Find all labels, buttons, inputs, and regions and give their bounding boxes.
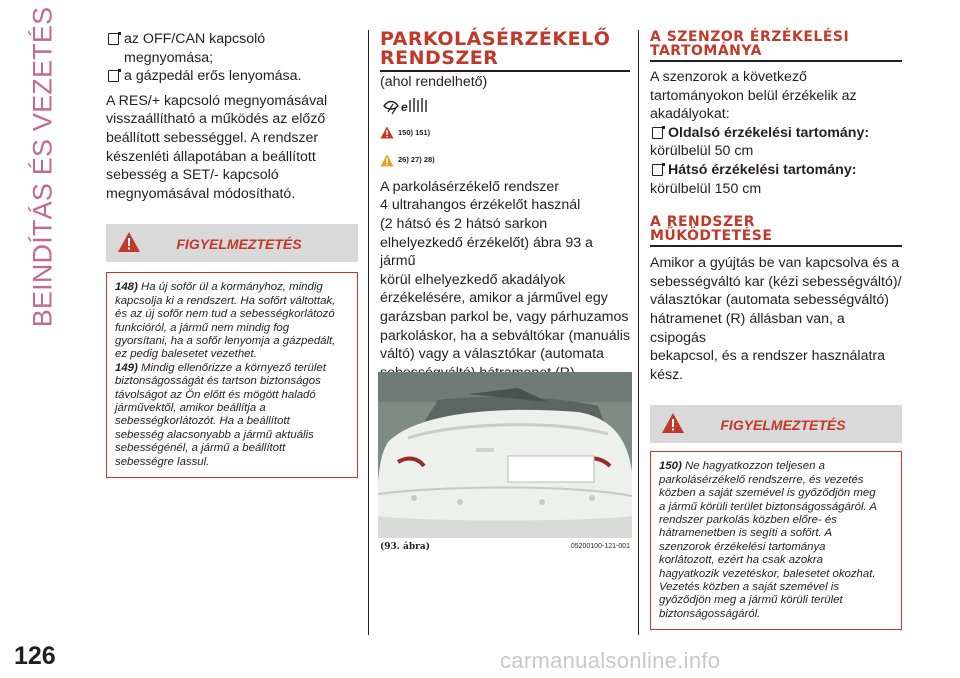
car-rear-photo (378, 372, 632, 538)
caution-refs: 26) 27) 28) (380, 151, 630, 170)
list-item: Hátsó érzékelési tartomány: (650, 161, 902, 180)
parking-sensor-symbol-icon (382, 96, 434, 118)
column-divider-1 (368, 30, 369, 635)
section-heading: A RENDSZER MŰKÖDTETÉSE (650, 214, 773, 245)
figure-caption-row (380, 542, 630, 552)
warning-header: FIGYELMEZTETÉS (650, 405, 902, 443)
figure-caption: (93. ábra) (380, 542, 431, 552)
paragraph: Amikor a gyújtás be van kapcsolva és a sebességváltó kar (kézi sebességváltó)/ választókar (automata sebességváltó) hátramenet (R) állásban van, a csipogás bekapcsol, és a rendszer használatra kész. (650, 255, 902, 383)
warning-text: 150) Ne hagyatkozzon teljesen a parkolásérzékelő rendszerre, és vezetés közben a saját szemével is győződjön meg a jármű körüli terület biztonságosságáról. A rendszer parkolás közben előre- és hátramenetben is segíti a sofőrt. A szenzorok érzékelési tartománya korlátozott, ezért ha csak azokra hagyatkozik vezetéskor, balesetet okozhat. Vezetés közben a saját szemével is győződjön meg a jármű körüli terület biztonságosságáról. (650, 451, 902, 630)
list-item: a gázpedál erős lenyomása. (106, 67, 358, 86)
warning-item: 148) Ha új sofőr ül a kormányhoz, mindig kapcsolja ki a rendszert. Ha sofőrt váltottak, és az új sofőr nem tud a sebességkorlátozó funkcióról, a jármű nem mindig fog gyorsítani, ha a sofőr lenyomja a gázpedált, ez pedig balesetet vezethet. (115, 281, 336, 361)
figure-93 (378, 372, 632, 562)
paragraph: A szenzorok a következő tartományokon belül érzékelik az akadályokat: (650, 69, 857, 123)
section-heading: PARKOLÁSÉRZÉKELŐ RENDSZER (380, 28, 611, 69)
column-3: A SZENZOR ÉRZÉKELÉSI TARTOMÁNYA A szenzorok a következő tartományokon belül érzékelik az akadályokat: Oldalsó érzékelési tartomány: körülbelül 50 cm Hátsó érzékelési tartomány: körülbelül 150 cm A RENDSZER MŰKÖDTETÉSE Amikor a gyújtás be van kapcsolva és a sebességváltó kar (kézi sebességváltó)/ választókar (automata sebességváltó) hátramenet (R) állásban van, a csipogás bekapcsol, és a rendszer használatra kész. FIGYELMEZTETÉS 150) Ne hagyatkozzon teljesen a parkolásérzékelő rendszerre, és vezetés közben a saját szemével is győződjön meg a jármű körüli terület biztonságosságáról. A rendszer parkolás közben előre- és hátramenetben is segíti a sofőrt. A szenzorok érzékelési tartománya korlátozott, ezért ha csak azokra hagyatkozik vezetéskor, balesetet okozhat. Vezetés közben a saját szemével is győződjön meg a jármű körüli terület biztonságosságáról. (650, 30, 902, 630)
column-1 (106, 30, 358, 478)
list-item: Oldalsó érzékelési tartomány: (650, 124, 902, 143)
heading-rule (650, 245, 902, 247)
availability-note: (ahol rendelhető) (380, 74, 488, 90)
column-2 (380, 30, 630, 420)
page-number: 126 (14, 642, 56, 670)
checkbox-bullet-icon (108, 33, 119, 45)
warning-refs: 150) 151) (380, 124, 630, 143)
paragraph: A parkolásérzékelő rendszer 4 ultrahangos érzékelőt használ (2 hátsó és 2 hátsó sarkon elhelyezkedő érzékelőt) ábra 93 a jármű körül elhelyezkedő akadályok érzékelésére, amikor a járművel egy garázsban parkol be, vagy párhuzamos parkoláskor, ha a sebváltókar (manuális váltó) vagy a választókar (automata (380, 178, 630, 363)
checkbox-bullet-icon (652, 164, 663, 176)
caution-triangle-icon (380, 154, 394, 167)
warning-triangle-icon (380, 126, 394, 139)
heading-rule (380, 70, 630, 72)
section-heading: A SZENZOR ÉRZÉKELÉSI TARTOMÁNYA (650, 29, 850, 59)
list-item: az OFF/CAN kapcsoló megnyomása; (106, 30, 358, 67)
warning-block (106, 224, 358, 478)
column-divider-2 (638, 30, 639, 635)
figure-code: 05200100-121-001 (570, 543, 630, 550)
checkbox-bullet-icon (108, 70, 119, 82)
warning-text (106, 272, 358, 478)
watermark: carmanualsonline.info (500, 648, 721, 673)
paragraph: A RES/+ kapcsoló megnyomásával visszaállítható a működés az előző beállított sebességgel. A rendszer készenléti állapotában a beállított sebesség a SET/- kapcsoló megnyomásával módosítható. (106, 92, 328, 202)
warning-block (650, 405, 902, 630)
warning-item: 149) Mindig ellenőrizze a környező terület biztonságosságát és tartson biztonságos távolságot az Ön előtt és mögött haladó járművektől, amikor beállítja a sebességkorlátozót. Ha a beállított sebesség alacsonyabb a jármű aktuális sebességénél, a jármű a beállított sebességre lassul. (115, 361, 326, 468)
warning-header: FIGYELMEZTETÉS (106, 224, 358, 262)
car-rear-image (378, 372, 632, 538)
chapter-side-title: BEINDÍTÁS ÉS VEZETÉS (27, 6, 58, 328)
checkbox-bullet-icon (652, 127, 663, 139)
heading-rule (650, 60, 902, 62)
svg-text:e: e (401, 99, 408, 114)
